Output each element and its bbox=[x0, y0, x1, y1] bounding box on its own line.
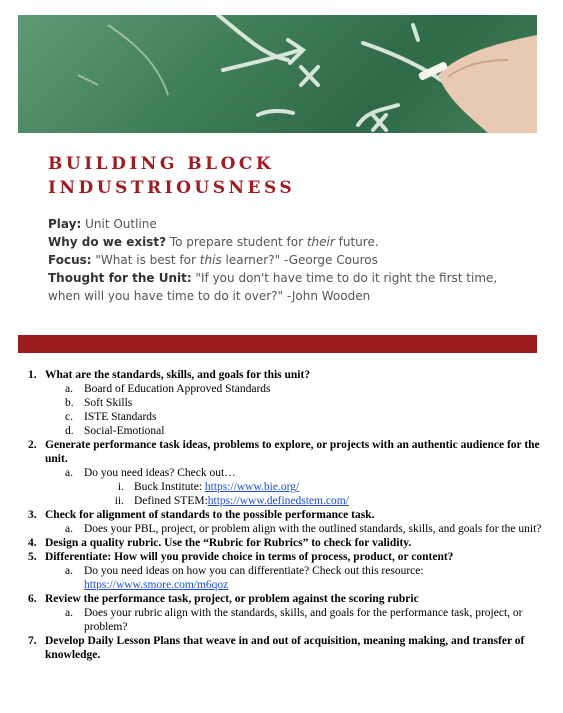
focus-post: learner?" -George Couros bbox=[225, 253, 378, 267]
outline-number: 7. bbox=[28, 635, 37, 647]
why-line bbox=[48, 233, 528, 251]
play-line bbox=[48, 215, 528, 233]
outline-item-5 bbox=[12, 550, 547, 592]
outline-number: 4. bbox=[28, 537, 37, 549]
outline-heading: Design a quality rubric. Use the “Rubric for Rubrics” to check for validity. bbox=[45, 537, 412, 549]
outline-number: 6. bbox=[28, 593, 37, 605]
outline-number: 1. bbox=[28, 369, 37, 381]
sub-text: Do you need ideas on how you can differentiate? Check out this resource: bbox=[84, 565, 424, 577]
sub-text: Social-Emotional bbox=[84, 425, 165, 437]
bie-link[interactable]: https://www.bie.org/ bbox=[204, 481, 300, 493]
outline-heading: Review the performance task, project, or problem against the scoring rubric bbox=[45, 593, 419, 605]
sub-item bbox=[65, 424, 547, 438]
sub-item bbox=[65, 564, 547, 592]
unit-info-block bbox=[48, 215, 528, 305]
unit-outline-list bbox=[12, 368, 547, 662]
outline-item-4 bbox=[12, 536, 547, 550]
sub-text: Does your rubric align with the standards, skills, and goals for the performance task, project, or problem? bbox=[84, 607, 523, 633]
outline-heading: Develop Daily Lesson Plans that weave in and out of acquisition, meaning making, and transfer of knowledge. bbox=[45, 635, 525, 661]
sub-item bbox=[65, 466, 547, 508]
sub-number: b. bbox=[65, 397, 74, 409]
thought-line bbox=[48, 269, 528, 305]
outline-item-2 bbox=[12, 438, 547, 508]
sub-sub-number: i. bbox=[117, 481, 124, 493]
sub-text: Does your PBL, project, or problem align with the outlined standards, skills, and goals for the unit? bbox=[84, 523, 542, 535]
focus-label: Focus: bbox=[48, 253, 92, 267]
title-line-2: INDUSTRIOUSNESS bbox=[48, 178, 296, 198]
outline-heading: Check for alignment of standards to the possible performance task. bbox=[45, 509, 375, 521]
thought-label: Thought for the Unit: bbox=[48, 271, 192, 285]
focus-pre: "What is best for bbox=[95, 253, 196, 267]
sub-number: c. bbox=[65, 411, 73, 423]
why-label: Why do we exist? bbox=[48, 235, 167, 249]
sub-item bbox=[65, 606, 547, 634]
title-line-1: BUILDING BLOCK bbox=[48, 154, 275, 174]
why-value-em: their bbox=[306, 235, 335, 249]
sub-text: ISTE Standards bbox=[84, 411, 157, 423]
sub-item bbox=[65, 522, 547, 536]
why-value-post: future. bbox=[338, 235, 379, 249]
smore-link[interactable]: https://www.smore.com/m6qoz bbox=[84, 579, 229, 591]
outline-number: 5. bbox=[28, 551, 37, 563]
definedstem-link[interactable]: https://www.definedstem.com/ bbox=[207, 495, 349, 507]
sub-number: a. bbox=[65, 607, 73, 619]
focus-em: this bbox=[199, 253, 222, 267]
sub-text: Soft Skills bbox=[84, 397, 133, 409]
sub-sub-item bbox=[110, 494, 547, 508]
sub-number: a. bbox=[65, 467, 73, 479]
outline-item-7 bbox=[12, 634, 547, 662]
sub-number: d. bbox=[65, 425, 74, 437]
page-title bbox=[48, 152, 295, 200]
sub-item bbox=[65, 410, 547, 424]
sub-number: a. bbox=[65, 523, 73, 535]
outline-item-3 bbox=[12, 508, 547, 536]
play-value: Unit Outline bbox=[85, 217, 157, 231]
sub-number: a. bbox=[65, 565, 73, 577]
sub-sub-text: Buck Institute: bbox=[134, 481, 203, 493]
thought-value: "If you don't have time to do it right the first time, when will you have time to do it over?" -John Wooden bbox=[48, 271, 498, 303]
sub-text: Do you need ideas? Check out… bbox=[84, 467, 236, 479]
outline-heading: Generate performance task ideas, problems to explore, or projects with an authentic audience for the unit. bbox=[45, 439, 540, 465]
hero-chalkboard-image bbox=[18, 15, 537, 133]
outline-item-6 bbox=[12, 592, 547, 634]
sub-sub-item bbox=[110, 480, 547, 494]
why-value-pre: To prepare student for bbox=[169, 235, 304, 249]
focus-line bbox=[48, 251, 528, 269]
outline-heading: Differentiate: How will you provide choice in terms of process, product, or content? bbox=[45, 551, 454, 563]
sub-item bbox=[65, 382, 547, 396]
chalk-drawing-illustration bbox=[18, 15, 537, 133]
outline-item-1 bbox=[12, 368, 547, 438]
section-divider-bar bbox=[18, 335, 537, 353]
play-label: Play: bbox=[48, 217, 82, 231]
sub-sub-text: Defined STEM: bbox=[134, 495, 208, 507]
outline-number: 2. bbox=[28, 439, 37, 451]
sub-item bbox=[65, 396, 547, 410]
outline-number: 3. bbox=[28, 509, 37, 521]
sub-number: a. bbox=[65, 383, 73, 395]
outline-heading: What are the standards, skills, and goals for this unit? bbox=[45, 369, 311, 381]
sub-sub-number: ii. bbox=[114, 495, 124, 507]
sub-text: Board of Education Approved Standards bbox=[84, 383, 271, 395]
